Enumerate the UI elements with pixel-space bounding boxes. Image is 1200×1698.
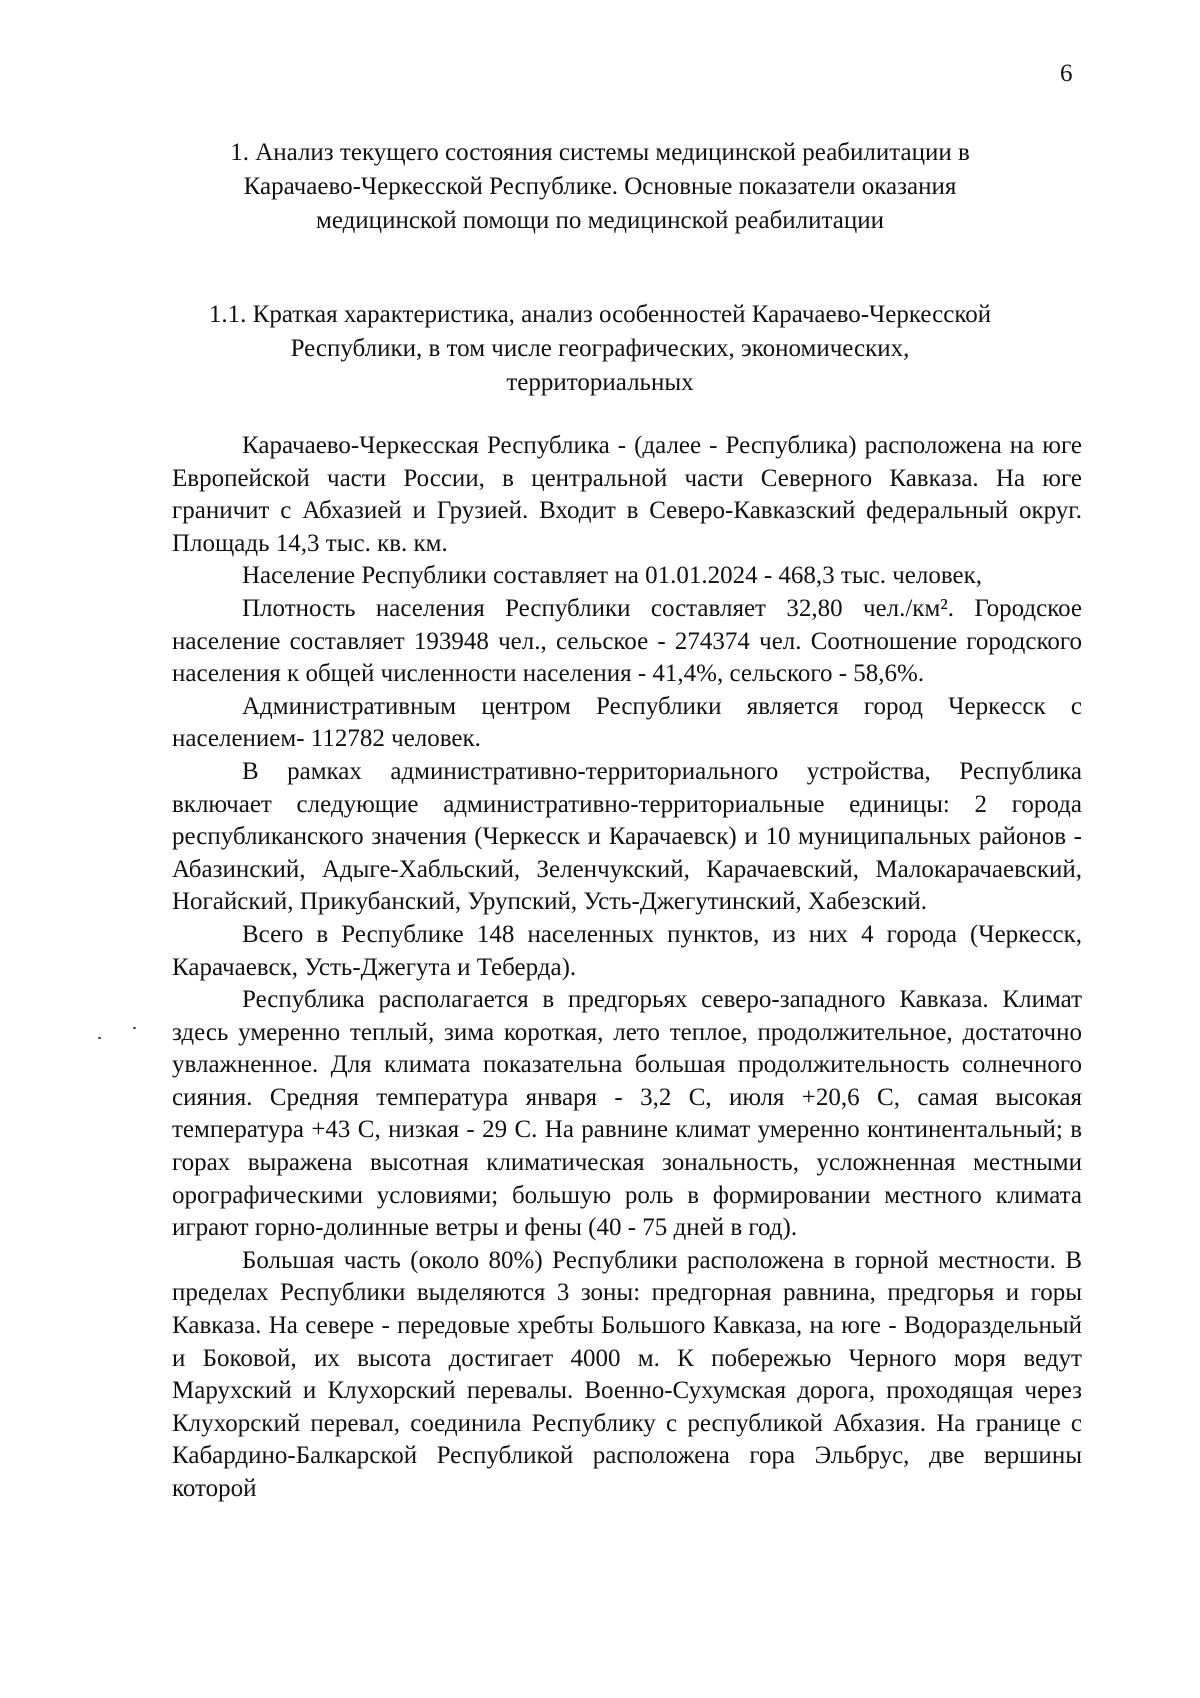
body-text [172, 430, 1082, 1506]
paragraph-capital: Административным центром Республики является город Черкесск с населением- 112782 человек. [172, 692, 1082, 753]
paragraph-population: Население Республики составляет на 01.01.2024 - 468,3 тыс. человек, [242, 562, 983, 590]
paragraph-relief: Большая часть (около 80%) Республики расположена в горной местности. В пределах Республики выделяются 3 зоны: предгорная равнина, предгорья и горы Кавказа. На севере - передовые хребты Большого Кавказа, на юге - Водораздельный и Боковой, их высота достигает 4000 м. К побережью Черного моря ведут Марухский и Клухорский перевалы. Военно-Сухумская дорога, проходящая через Клухорский перевал, соединила Республику с республикой Абхазия. На границе с Кабардино-Балкарской Республикой расположена гора Эльбрус, две вершины которой [172, 1246, 1082, 1502]
scan-artifact-dot [133, 1027, 136, 1029]
paragraph-density: Плотность населения Республики составляет 32,80 чел./км². Городское население составляет 193948 чел., сельское - 274374 чел. Соотношение городского населения к общей численности населения - 41,4%, сельского - 58,6%. [172, 594, 1082, 688]
paragraph-administrative-units: В рамках административно-территориального устройства, Республика включает следующие административно-территориальные единицы: 2 города республиканского значения (Черкесск и Карачаевск) и 10 муниципальных районов - Абазинский, Адыге-Хабльский, Зеленчукский, Карачаевский, Малокарачаевский, Ногайский, Прикубанский, Урупский, Усть-Джегутинский, Хабезский. [172, 757, 1082, 916]
scan-artifact-dot [98, 1037, 101, 1039]
paragraph-settlements: Всего в Республике 148 населенных пунктов, из них 4 города (Черкесск, Карачаевск, Усть-Джегута и Теберда). [172, 920, 1082, 981]
paragraph-location: Карачаево-Черкесская Республика - (далее - Республика) расположена на юге Европейской части России, в центральной части Северного Кавказа. На юге граничит с Абхазией и Грузией. Входит в Северо-Кавказский федеральный округ. Площадь 14,3 тыс. кв. км. [172, 432, 1082, 557]
paragraph-climate: Республика располагается в предгорьях северо-западного Кавказа. Климат здесь умеренно теплый, зима короткая, лето теплое, продолжительное, достаточно увлажненное. Для климата показательна большая продолжительность солнечного сияния. Средняя температура января - 3,2 С, июля +20,6 С, самая высокая температура +43 С, низкая - 29 С. На равнине климат умеренно континентальный; в горах выражена высотная климатическая зональность, усложненная местными орографическими условиями; большую роль в формировании местного климата играют горно-долинные ветры и фены (40 - 75 дней в год). [172, 986, 1082, 1242]
section-heading: 1. Анализ текущего состояния системы медицинской реабилитации в Карачаево-Черкесской Республике. Основные показатели оказания медицинской помощи по медицинской реабилитации [230, 139, 970, 234]
subsection-heading: 1.1. Краткая характеристика, анализ особенностей Карачаево-Черкесской Республики, в том числе географических, экономических, территориальных [208, 301, 992, 396]
page-number: 6 [1060, 60, 1073, 87]
